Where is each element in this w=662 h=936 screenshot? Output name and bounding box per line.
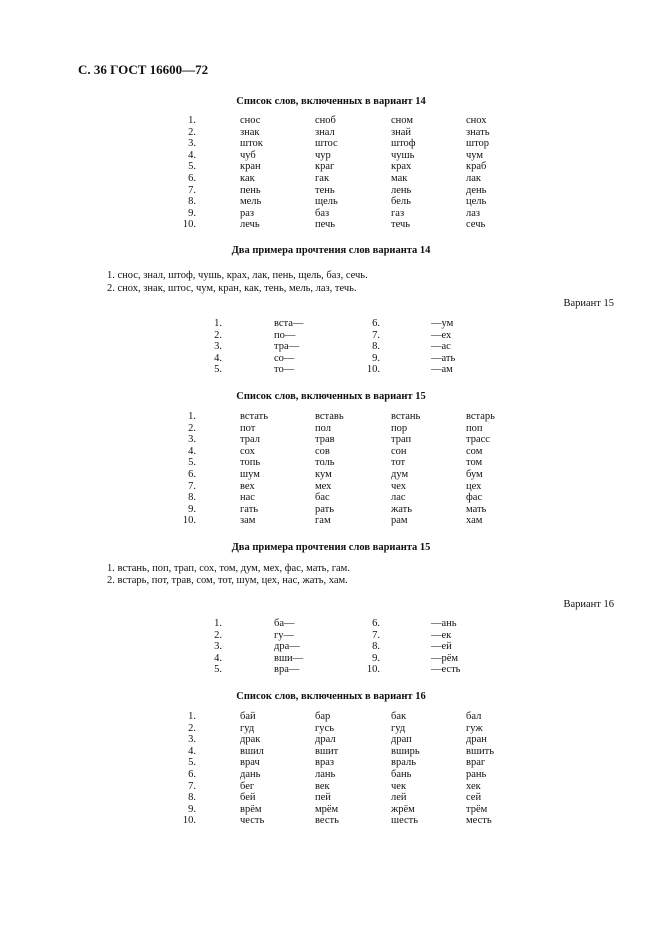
word-row xyxy=(0,423,662,435)
word-cell: пор xyxy=(391,422,408,434)
word-row xyxy=(0,746,662,758)
word-cell: вшил xyxy=(240,745,264,757)
row-number: 6. xyxy=(188,173,196,184)
row-number: 5. xyxy=(188,757,196,769)
row-number: 8. xyxy=(188,492,196,504)
word-cell: врач xyxy=(240,757,260,769)
row-number: 2. xyxy=(188,126,196,138)
word-cell: кум xyxy=(315,469,332,480)
stem-row xyxy=(0,353,662,365)
stem-row xyxy=(0,618,662,630)
word-cell: штоф xyxy=(391,138,416,150)
v14-example-1: 1. снос, знал, штоф, чушь, крах, лак, пень, щель, баз, сечь. xyxy=(107,270,368,281)
stem-number: 4. xyxy=(214,652,222,664)
stem-prefix: со— xyxy=(274,352,295,364)
word-cell: жрём xyxy=(391,803,415,815)
word-row xyxy=(0,173,662,185)
stem-prefix: гу— xyxy=(274,629,295,641)
stem-number: 3. xyxy=(214,341,222,353)
word-cell: лечь xyxy=(240,219,260,231)
v16-label: Вариант 16 xyxy=(563,599,614,610)
v14-example-2: 2. снох, знак, штос, чум, кран, как, тень, мель, лаз, течь. xyxy=(107,283,357,294)
word-cell: лаз xyxy=(466,207,481,219)
word-row xyxy=(0,711,662,723)
word-cell: бум xyxy=(466,469,483,480)
word-cell: встань xyxy=(391,411,421,422)
word-cell: пей xyxy=(315,792,331,804)
word-cell: щель xyxy=(315,196,338,208)
word-row xyxy=(0,150,662,162)
word-row xyxy=(0,411,662,423)
word-row xyxy=(0,504,662,516)
word-cell: пол xyxy=(315,422,331,434)
stem-number: 7. xyxy=(372,629,380,641)
row-number: 4. xyxy=(188,149,196,161)
word-cell: трал xyxy=(240,434,260,446)
word-row xyxy=(0,757,662,769)
word-cell: вставь xyxy=(315,411,344,422)
page-header: С. 36 ГОСТ 16600—72 xyxy=(78,62,209,77)
word-cell: чек xyxy=(391,780,407,792)
row-number: 5. xyxy=(188,161,196,173)
stem-number: 6. xyxy=(372,618,380,629)
row-number: 1. xyxy=(188,711,196,722)
row-number: 3. xyxy=(188,434,196,446)
stem-number: 9. xyxy=(372,352,380,364)
word-cell: мель xyxy=(240,196,262,208)
stem-row xyxy=(0,364,662,376)
word-cell: вшит xyxy=(315,745,339,757)
stem-prefix: тра— xyxy=(274,341,300,353)
word-row xyxy=(0,434,662,446)
v15-list-title: Список слов, включенных в вариант 15 xyxy=(236,391,426,402)
word-cell: гак xyxy=(315,173,330,184)
word-cell: поп xyxy=(466,422,483,434)
word-row xyxy=(0,781,662,793)
v15-label: Вариант 15 xyxy=(563,298,614,309)
stem-row xyxy=(0,341,662,353)
stem-row xyxy=(0,630,662,642)
word-cell: тень xyxy=(315,184,335,196)
word-cell: пот xyxy=(240,422,256,434)
row-number: 10. xyxy=(182,219,196,231)
row-number: 2. xyxy=(188,722,196,734)
word-cell: весть xyxy=(315,815,339,827)
stem-suffix: —ас xyxy=(431,341,451,353)
row-number: 7. xyxy=(188,184,196,196)
word-cell: гуд xyxy=(391,722,406,734)
word-cell: баз xyxy=(315,207,330,219)
word-row xyxy=(0,804,662,816)
word-row xyxy=(0,138,662,150)
row-number: 9. xyxy=(188,503,196,515)
word-row xyxy=(0,481,662,493)
word-row xyxy=(0,196,662,208)
word-cell: лак xyxy=(466,173,482,184)
v15-example-2: 2. встарь, пот, трав, сом, тот, шум, цех, нас, жать, хам. xyxy=(107,575,348,586)
word-cell: газ xyxy=(391,207,405,219)
word-cell: сом xyxy=(466,445,483,457)
row-number: 6. xyxy=(188,469,196,480)
word-row xyxy=(0,492,662,504)
word-cell: шум xyxy=(240,469,260,480)
stem-number: 10. xyxy=(366,364,380,376)
word-cell: том xyxy=(466,457,483,469)
stem-suffix: —ей xyxy=(431,641,452,653)
word-cell: лань xyxy=(315,769,336,780)
word-cell: рать xyxy=(315,503,335,515)
v14-list-title: Список слов, включенных в вариант 14 xyxy=(236,96,426,107)
stem-prefix: по— xyxy=(274,329,296,341)
word-cell: знал xyxy=(315,126,335,138)
word-row xyxy=(0,769,662,781)
word-row xyxy=(0,457,662,469)
v14-examples-title: Два примера прочтения слов варианта 14 xyxy=(231,245,431,256)
word-cell: драк xyxy=(240,734,261,746)
word-cell: штор xyxy=(466,138,490,150)
word-cell: знать xyxy=(466,126,490,138)
word-cell: краб xyxy=(466,161,487,173)
word-row xyxy=(0,815,662,827)
row-number: 8. xyxy=(188,792,196,804)
word-row xyxy=(0,446,662,458)
word-row xyxy=(0,115,662,127)
word-cell: гуж xyxy=(466,722,483,734)
stem-row xyxy=(0,664,662,676)
word-cell: кран xyxy=(240,161,261,173)
row-number: 6. xyxy=(188,769,196,780)
word-cell: лас xyxy=(391,492,406,504)
row-number: 1. xyxy=(188,115,196,126)
stem-number: 1. xyxy=(214,618,222,629)
row-number: 1. xyxy=(188,411,196,422)
word-cell: мрём xyxy=(315,803,339,815)
word-cell: сном xyxy=(391,115,413,126)
word-row xyxy=(0,792,662,804)
word-cell: враг xyxy=(466,757,486,769)
v16-list-title: Список слов, включенных в вариант 16 xyxy=(236,691,426,702)
stem-suffix: —ек xyxy=(431,629,452,641)
row-number: 4. xyxy=(188,745,196,757)
stem-number: 1. xyxy=(214,318,222,329)
word-cell: фас xyxy=(466,492,483,504)
row-number: 3. xyxy=(188,734,196,746)
word-row xyxy=(0,185,662,197)
word-cell: хек xyxy=(466,780,481,792)
row-number: 3. xyxy=(188,138,196,150)
word-cell: гам xyxy=(315,515,331,527)
word-cell: сей xyxy=(466,792,482,804)
word-row xyxy=(0,208,662,220)
stem-suffix: —ань xyxy=(431,618,457,629)
row-number: 5. xyxy=(188,457,196,469)
stem-prefix: то— xyxy=(274,364,295,376)
word-cell: трём xyxy=(466,803,488,815)
row-number: 9. xyxy=(188,803,196,815)
word-cell: чум xyxy=(466,149,484,161)
stem-prefix: вши— xyxy=(274,652,304,664)
word-cell: вширь xyxy=(391,745,420,757)
word-cell: месть xyxy=(466,815,492,827)
word-cell: встарь xyxy=(466,411,495,422)
word-cell: цель xyxy=(466,196,487,208)
stem-number: 9. xyxy=(372,652,380,664)
word-cell: рам xyxy=(391,515,408,527)
word-cell: гуд xyxy=(240,722,255,734)
word-cell: встать xyxy=(240,411,269,422)
word-cell: бай xyxy=(240,711,256,722)
stem-suffix: —есть xyxy=(431,664,461,676)
word-cell: трав xyxy=(315,434,335,446)
word-row xyxy=(0,515,662,527)
stem-number: 6. xyxy=(372,318,380,329)
word-cell: жать xyxy=(391,503,413,515)
word-cell: сон xyxy=(391,445,407,457)
word-cell: бань xyxy=(391,769,412,780)
stem-suffix: —ам xyxy=(431,364,453,376)
stem-prefix: вста— xyxy=(274,318,304,329)
word-cell: снох xyxy=(466,115,487,126)
word-cell: печь xyxy=(315,219,336,231)
word-cell: топь xyxy=(240,457,261,469)
stem-number: 10. xyxy=(366,664,380,676)
stem-suffix: —ум xyxy=(431,318,454,329)
row-number: 7. xyxy=(188,480,196,492)
row-number: 10. xyxy=(182,815,196,827)
word-row xyxy=(0,469,662,481)
stem-row xyxy=(0,653,662,665)
word-cell: чур xyxy=(315,149,331,161)
word-cell: бар xyxy=(315,711,331,722)
word-cell: враз xyxy=(315,757,335,769)
word-cell: бас xyxy=(315,492,330,504)
stem-prefix: ба— xyxy=(274,618,295,629)
v15-examples-title: Два примера прочтения слов варианта 15 xyxy=(231,542,431,553)
word-cell: век xyxy=(315,780,330,792)
row-number: 4. xyxy=(188,445,196,457)
word-cell: мак xyxy=(391,173,408,184)
word-cell: мех xyxy=(315,480,332,492)
row-number: 2. xyxy=(188,422,196,434)
word-cell: трасс xyxy=(466,434,490,446)
word-cell: мать xyxy=(466,503,487,515)
stem-number: 5. xyxy=(214,364,222,376)
row-number: 9. xyxy=(188,207,196,219)
word-cell: драл xyxy=(315,734,336,746)
word-cell: сечь xyxy=(466,219,486,231)
stem-number: 2. xyxy=(214,329,222,341)
stem-number: 8. xyxy=(372,341,380,353)
word-row xyxy=(0,723,662,735)
stem-prefix: вра— xyxy=(274,664,300,676)
word-row xyxy=(0,127,662,139)
word-cell: краг xyxy=(315,161,335,173)
word-cell: лей xyxy=(391,792,407,804)
word-cell: хам xyxy=(466,515,483,527)
stem-suffix: —рём xyxy=(431,652,459,664)
word-cell: сох xyxy=(240,445,255,457)
stem-number: 8. xyxy=(372,641,380,653)
stem-suffix: —ех xyxy=(431,329,452,341)
word-cell: как xyxy=(240,173,255,184)
word-cell: штос xyxy=(315,138,338,150)
row-number: 7. xyxy=(188,780,196,792)
word-cell: раз xyxy=(240,207,255,219)
word-row xyxy=(0,219,662,231)
stem-row xyxy=(0,330,662,342)
word-cell: нас xyxy=(240,492,255,504)
word-cell: шесть xyxy=(391,815,419,827)
word-cell: сов xyxy=(315,445,330,457)
word-cell: драп xyxy=(391,734,412,746)
word-cell: бей xyxy=(240,792,256,804)
word-cell: чех xyxy=(391,480,407,492)
word-cell: дран xyxy=(466,734,487,746)
word-cell: бак xyxy=(391,711,407,722)
row-number: 10. xyxy=(182,515,196,527)
word-row xyxy=(0,734,662,746)
word-cell: честь xyxy=(240,815,265,827)
stem-number: 2. xyxy=(214,629,222,641)
word-cell: цех xyxy=(466,480,482,492)
word-cell: врём xyxy=(240,803,262,815)
v15-example-1: 1. встань, поп, трап, сох, том, дум, мех, фас, мать, гам. xyxy=(107,563,350,574)
word-cell: тот xyxy=(391,457,406,469)
stem-suffix: —ать xyxy=(431,352,456,364)
word-cell: день xyxy=(466,184,487,196)
word-cell: зам xyxy=(240,515,256,527)
word-cell: вех xyxy=(240,480,255,492)
word-cell: чуб xyxy=(240,149,256,161)
word-cell: лень xyxy=(391,184,412,196)
word-cell: знай xyxy=(391,126,412,138)
word-cell: вшить xyxy=(466,745,495,757)
word-cell: сноб xyxy=(315,115,336,126)
word-cell: снос xyxy=(240,115,261,126)
word-cell: шток xyxy=(240,138,263,150)
word-cell: чушь xyxy=(391,149,415,161)
row-number: 8. xyxy=(188,196,196,208)
stem-row xyxy=(0,318,662,330)
word-cell: течь xyxy=(391,219,411,231)
stem-number: 3. xyxy=(214,641,222,653)
word-row xyxy=(0,161,662,173)
word-cell: враль xyxy=(391,757,416,769)
word-cell: дум xyxy=(391,469,409,480)
stem-number: 5. xyxy=(214,664,222,676)
word-cell: дань xyxy=(240,769,261,780)
word-cell: толь xyxy=(315,457,335,469)
word-cell: бель xyxy=(391,196,411,208)
word-cell: трап xyxy=(391,434,412,446)
stem-number: 4. xyxy=(214,352,222,364)
word-cell: знак xyxy=(240,126,260,138)
stem-prefix: дра— xyxy=(274,641,300,653)
word-cell: пень xyxy=(240,184,261,196)
word-cell: гусь xyxy=(315,722,335,734)
stem-number: 7. xyxy=(372,329,380,341)
word-cell: бег xyxy=(240,780,255,792)
word-cell: гать xyxy=(240,503,259,515)
word-cell: крах xyxy=(391,161,412,173)
word-cell: бал xyxy=(466,711,482,722)
stem-row xyxy=(0,641,662,653)
word-cell: рань xyxy=(466,769,487,780)
